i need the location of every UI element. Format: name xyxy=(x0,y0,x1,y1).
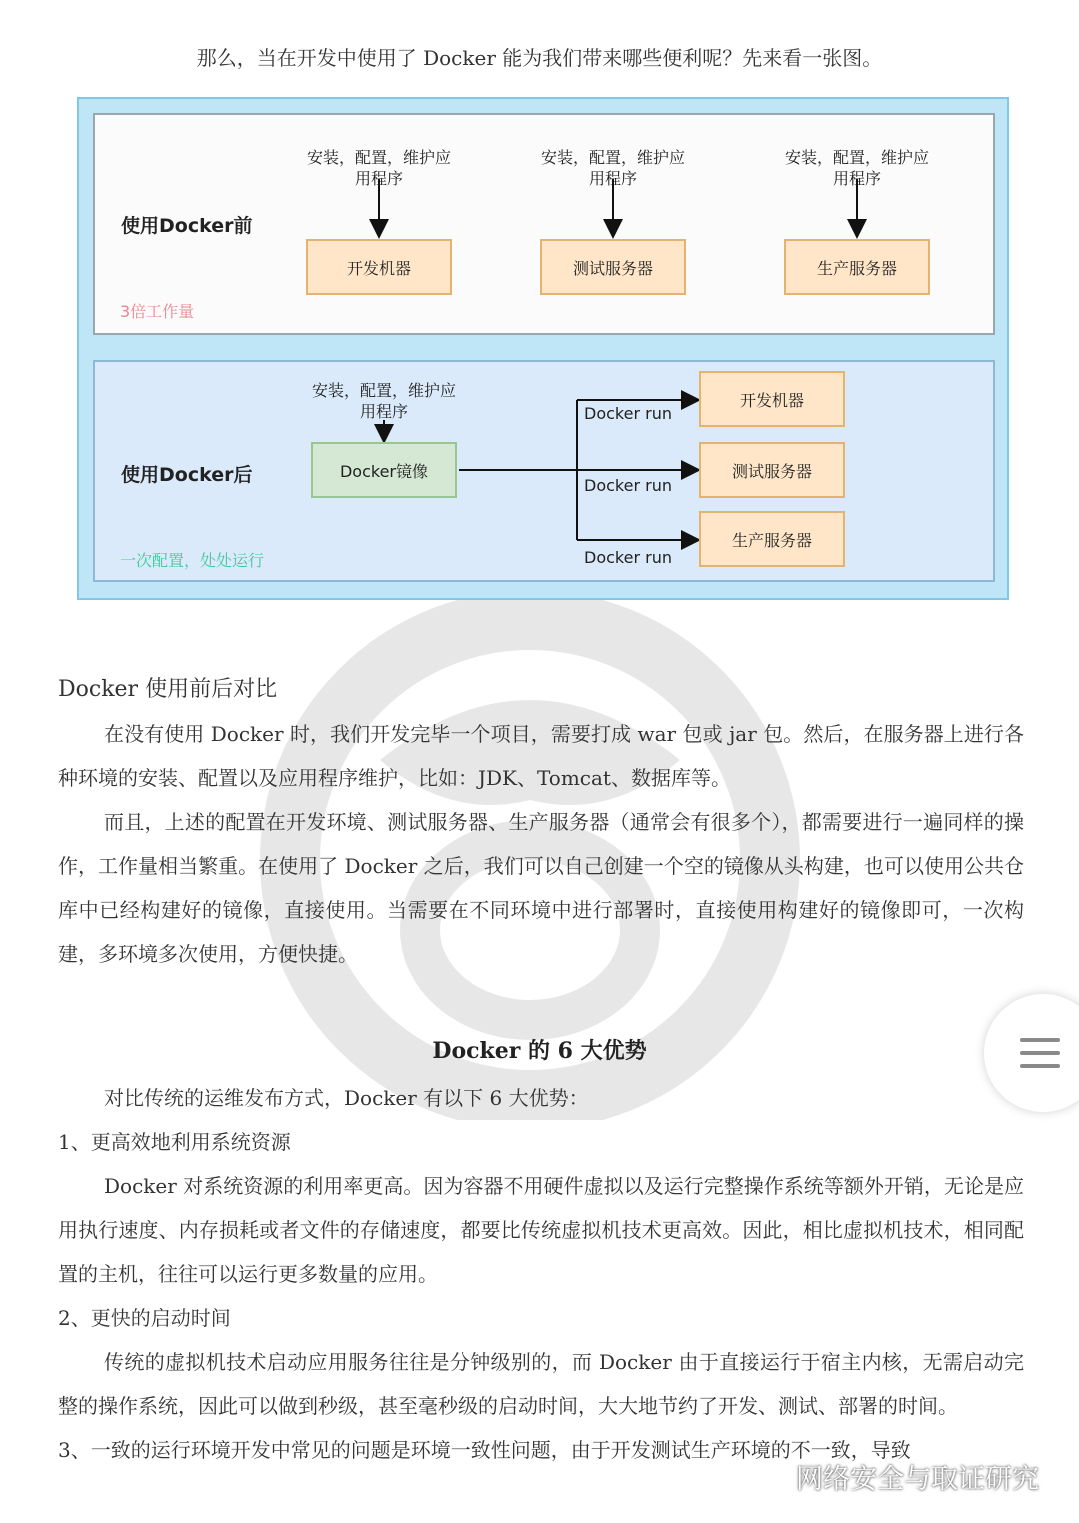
operation-label-1: 安装，配置，维护应用程序 xyxy=(306,148,451,188)
item-body: Docker 对系统资源的利用率更高。因为容器不用硬件虚拟以及运行完整操作系统等额外开销，无论是应用执行速度、内存损耗或者文件的存储速度，都要比传统虚拟机技术更高效。因此，相比虚拟机技术，相同配置的主机，往往可以运行更多数量的应用。 xyxy=(58,1174,1024,1286)
section-intro: 对比传统的运维发布方式，Docker 有以下 6 大优势： xyxy=(104,1086,589,1110)
docker-run-label-1: Docker run xyxy=(584,404,672,423)
paragraph: 在没有使用 Docker 时，我们开发完毕一个项目，需要打成 war 包或 jar 包。然后，在服务器上进行各种环境的安装、配置以及应用程序维护，比如：JDK、Tomcat、数据库等。 xyxy=(58,722,1024,790)
after-arrows xyxy=(95,362,997,584)
item-heading: 3、一致的运行环境开发中常见的问题是环境一致性问题，由于开发测试生产环境的不一致，导致 xyxy=(58,1438,911,1462)
intro-text: 那么，当在开发中使用了 Docker 能为我们带来哪些便利呢？先来看一张图。 xyxy=(196,46,883,70)
article-body-before xyxy=(58,712,1024,976)
docker-run-label-3: Docker run xyxy=(584,548,672,567)
item-heading: 2、更快的启动时间 xyxy=(58,1306,231,1330)
operation-label-3: 安装，配置，维护应用程序 xyxy=(784,148,929,188)
after-target-dev-machine: 开发机器 xyxy=(699,371,845,427)
operation-label-after: 安装，配置，维护应用程序 xyxy=(311,381,456,421)
menu-icon-bar xyxy=(1020,1051,1060,1055)
brand-name: 网络安全与取证研究 xyxy=(796,1464,1039,1495)
docker-image-box: Docker镜像 xyxy=(311,442,457,498)
panel-after-title: 使用Docker后 xyxy=(121,464,253,486)
target-prod-server: 生产服务器 xyxy=(784,239,930,295)
panel-before-title: 使用Docker前 xyxy=(121,215,253,237)
panel-before-note: 3倍工作量 xyxy=(120,302,195,321)
operation-label-2: 安装，配置，维护应用程序 xyxy=(540,148,685,188)
menu-icon-bar xyxy=(1020,1064,1060,1068)
item-heading: 1、更高效地利用系统资源 xyxy=(58,1130,291,1154)
docker-run-label-2: Docker run xyxy=(584,476,672,495)
panel-after-note: 一次配置，处处运行 xyxy=(120,551,265,570)
panel-after-docker xyxy=(93,360,995,582)
article-body-advantages xyxy=(58,1076,1024,1472)
item-body: 传统的虚拟机技术启动应用服务往往是分钟级别的，而 Docker 由于直接运行于宿主内核，无需启动完整的操作系统，因此可以做到秒级，甚至毫秒级的启动时间，大大地节约了开发、测试、部署的时间。 xyxy=(58,1350,1024,1418)
target-test-server: 测试服务器 xyxy=(540,239,686,295)
paragraph: 而且，上述的配置在开发环境、测试服务器、生产服务器（通常会有很多个），都需要进行一遍同样的操作，工作量相当繁重。在使用了 Docker 之后，我们可以自己创建一个空的镜像从头构建，也可以使用公共仓库中已经构建好的镜像，直接使用。当需要在不同环境中进行部署时，直接使用构建好的镜像即可，一次构建，多环境多次使用，方便快捷。 xyxy=(58,810,1024,966)
before-arrows xyxy=(95,115,997,337)
section-title: Docker 的 6 大优势 xyxy=(432,1038,647,1064)
brand-watermark xyxy=(756,1457,1039,1496)
target-dev-machine: 开发机器 xyxy=(306,239,452,295)
docker-comparison-diagram xyxy=(77,97,1009,600)
menu-icon-bar xyxy=(1020,1038,1060,1042)
panel-before-docker xyxy=(93,113,995,335)
figure-caption: Docker 使用前后对比 xyxy=(58,677,278,702)
wechat-icon xyxy=(756,1462,790,1492)
after-target-test-server: 测试服务器 xyxy=(699,442,845,498)
after-target-prod-server: 生产服务器 xyxy=(699,511,845,567)
